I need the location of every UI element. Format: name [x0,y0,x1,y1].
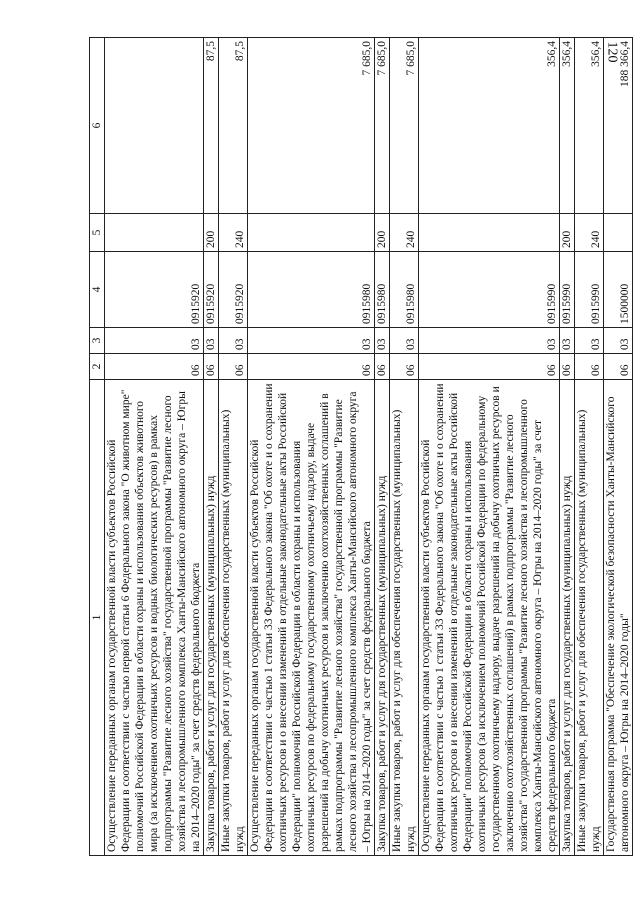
row-rz: 06 [204,354,219,380]
row-vr: 240 [219,214,248,252]
row-name: Осуществление переданных органам государственной власти субъектов Российской Федерации в соответствии с частью 1 статьи 33 Федерального закона "Об охоте и о сохранении охотничьих ресурсов и о внесении изменений в отдельные законодательные акты Российской Федерации" полномочий Российской Федерации в области охраны и использования охотничьих ресурсов (за исключением полномочий Российской Федерации по федеральному государственному охотничьему надзору, выдаче разрешений на добычу охотничьих ресурсов и заключению охотхозяйственных соглашений) в рамках подпрограммы "Развитие лесного хозяйства" государственной программы "Развитие лесного хозяйства и лесопромышленного комплекса Ханты-Мансийского автономного округа – Югры на 2014–2020 годы" за счет средств федерального бюджета [419,380,560,856]
row-csr: 0915920 [204,252,219,328]
row-pr: 03 [248,328,375,354]
table-row [375,38,390,856]
row-name: Иные закупки товаров, работ и услуг для обеспечения государственных (муниципальных) нужд [390,380,419,856]
row-vr: 240 [575,214,604,252]
row-vr: 200 [375,214,390,252]
row-sum: 188 366,4 [604,38,633,214]
row-csr: 0915920 [219,252,248,328]
row-pr: 03 [575,328,604,354]
table-row [390,38,419,856]
row-name: Иные закупки товаров, работ и услуг для обеспечения государственных (муниципальных) нужд [575,380,604,856]
row-csr: 1500000 [604,252,633,328]
row-csr: 0915990 [419,252,560,328]
budget-table [89,37,633,856]
table-row [604,38,633,856]
row-sum: 356,4 [419,38,560,214]
col-header-rz: 2 [90,354,105,380]
row-pr: 03 [375,328,390,354]
row-vr [419,214,560,252]
row-rz: 06 [219,354,248,380]
row-sum: 356,4 [575,38,604,214]
row-name: Закупка товаров, работ и услуг для государственных (муниципальных) нужд [560,380,575,856]
row-sum: 356,4 [560,38,575,214]
row-pr: 03 [204,328,219,354]
row-sum: 87,5 [204,38,219,214]
col-header-csr: 4 [90,252,105,328]
row-vr: 200 [560,214,575,252]
col-header-vr: 5 [90,214,105,252]
table-row [105,38,204,856]
row-sum: 7 685,0 [390,38,419,214]
table-row [248,38,375,856]
row-rz: 06 [419,354,560,380]
row-pr: 03 [105,328,204,354]
row-csr: 0915980 [390,252,419,328]
row-sum: 7 685,0 [248,38,375,214]
row-vr [248,214,375,252]
col-header-sum: 6 [90,38,105,214]
table-header-row [90,38,105,856]
row-name: Осуществление переданных органам государственной власти субъектов Российской Федерации в соответствии с частью первой статьи 6 Федерального закона "О животном мире" полномочий Российской Федерации в области охраны и использования объектов животного мира (за исключением охотничьих ресурсов и водных биологических ресурсов) в рамках подпрограммы "Развитие лесного хозяйства" государственной программы "Развитие лесного хозяйства и лесопромышленного комплекса Ханты-Мансийского автономного округа – Югры на 2014–2020 годы" за счет средств федерального бюджета [105,380,204,856]
row-name: Государственная программа "Обеспечение экологической безопасности Ханты-Мансийского автономного округа – Югры на 2014–2020 годы" [604,380,633,856]
col-header-name: 1 [90,380,105,856]
table-row [204,38,219,856]
row-csr: 0915990 [560,252,575,328]
row-rz: 06 [375,354,390,380]
table-row [219,38,248,856]
row-vr: 200 [204,214,219,252]
row-sum: 87,5 [219,38,248,214]
row-rz: 06 [248,354,375,380]
row-pr: 03 [560,328,575,354]
row-name: Иные закупки товаров, работ и услуг для обеспечения государственных (муниципальных) нужд [219,380,248,856]
table-row [419,38,560,856]
table-row [575,38,604,856]
row-pr: 03 [604,328,633,354]
row-name: Закупка товаров, работ и услуг для государственных (муниципальных) нужд [204,380,219,856]
row-csr: 0915990 [575,252,604,328]
row-pr: 03 [419,328,560,354]
row-pr: 03 [390,328,419,354]
row-rz: 06 [604,354,633,380]
row-vr [604,214,633,252]
row-name: Закупка товаров, работ и услуг для государственных (муниципальных) нужд [375,380,390,856]
row-pr: 03 [219,328,248,354]
col-header-pr: 3 [90,328,105,354]
row-vr: 240 [390,214,419,252]
row-sum: 7 685,0 [375,38,390,214]
row-csr: 0915920 [105,252,204,328]
rotated-page-content [89,38,631,856]
row-csr: 0915980 [248,252,375,328]
row-name: Осуществление переданных органам государственной власти субъектов Российской Федерации в соответствии с частью 1 статьи 33 Федерального закона "Об охоте и о сохранении охотничьих ресурсов и о внесении изменений в отдельные законодательные акты Российской Федерации" полномочий Российской Федерации в области охраны и использования охотничьих ресурсов по федеральному государственному охотничьему надзору, выдаче разрешений на добычу охотничьих ресурсов и заключению охотхозяйственных соглашений в рамках подпрограммы "Развитие лесного хозяйства" государственной программы "Развитие лесного хозяйства и лесопромышленного комплекса Ханты-Мансийского автономного округа – Югры на 2014–2020 годы" за счет средств федерального бюджета [248,380,375,856]
table-row [560,38,575,856]
row-rz: 06 [560,354,575,380]
row-csr: 0915980 [375,252,390,328]
row-rz: 06 [390,354,419,380]
page-number: 120 [604,41,620,63]
row-vr [105,214,204,252]
row-rz: 06 [575,354,604,380]
row-sum [105,38,204,214]
row-rz: 06 [105,354,204,380]
